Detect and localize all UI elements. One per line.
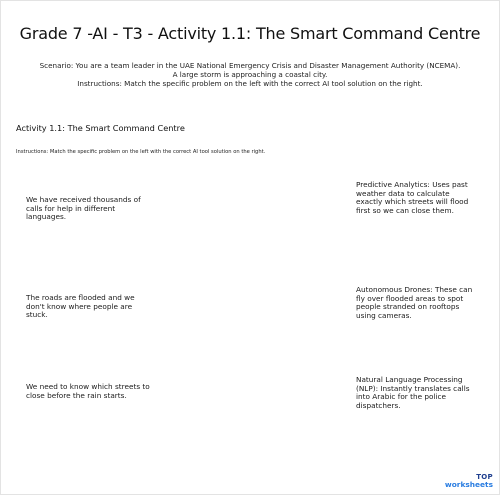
scenario-line: A large storm is approaching a coastal city. [172, 70, 328, 79]
logo-bottom-text: worksheets [444, 480, 493, 489]
problem-item: We need to know which streets to close before the rain starts. [26, 382, 150, 400]
activity-heading: Activity 1.1: The Smart Command Centre [16, 123, 185, 133]
solution-item: Natural Language Processing (NLP): Instantly translates calls into Arabic for the police dispatchers. [356, 375, 470, 410]
problem-item: The roads are flooded and we don't know where people are stuck. [26, 293, 135, 320]
scenario-line: Instructions: Match the specific problem on the left with the correct AI tool solution on the right. [77, 79, 423, 88]
problem-item: We have received thousands of calls for help in different languages. [26, 195, 141, 222]
solution-item: Autonomous Drones: These can fly over flooded areas to spot people stranded on rooftops using cameras. [356, 285, 473, 320]
scenario-line: Scenario: You are a team leader in the UAE National Emergency Crisis and Disaster Management Authority (NCEMA). [39, 61, 461, 70]
activity-instructions: Instructions: Match the specific problem on the left with the correct AI tool solution on the right. [16, 149, 266, 155]
scenario-block [8, 61, 492, 88]
worksheet-title: Grade 7 -AI - T3 - Activity 1.1: The Smart Command Centre [19, 24, 481, 43]
topworksheets-logo [437, 473, 493, 489]
solution-item: Predictive Analytics: Uses past weather data to calculate exactly which streets will flood first so we can close them. [356, 180, 469, 215]
logo-top-text: TOP [476, 473, 493, 481]
